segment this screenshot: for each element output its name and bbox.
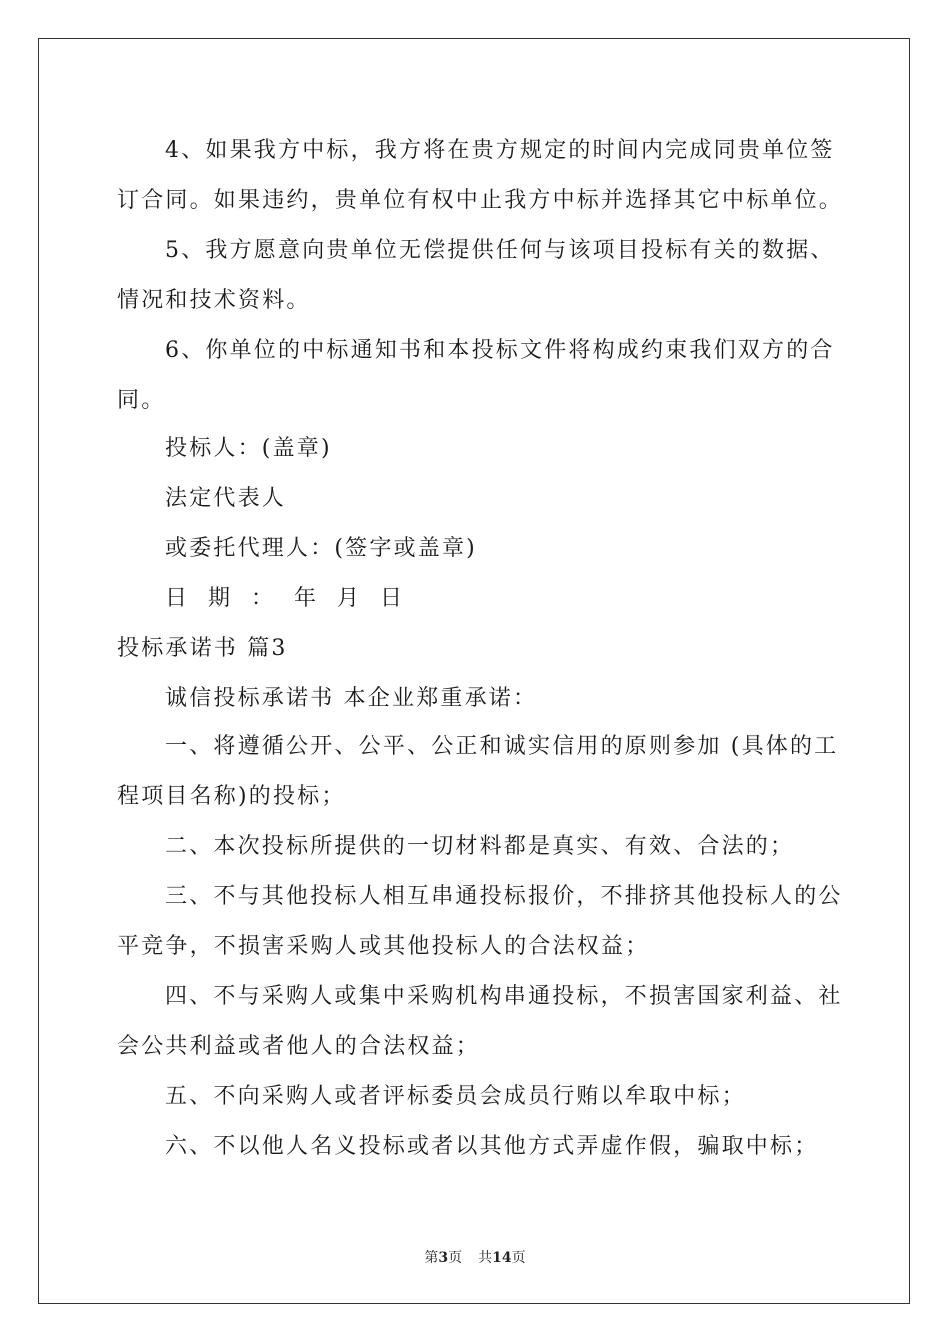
paragraph-6-line-1: 6、你单位的中标通知书和本投标文件将构成约束我们双方的合 xyxy=(165,338,835,363)
paragraph-4-line-2: 订合同。如果违约，贵单位有权中止我方中标并选择其它中标单位。 xyxy=(117,188,844,213)
footer-page-prefix: 第 xyxy=(424,1250,439,1266)
date-line: 日 期 ： 年 月 日 xyxy=(165,586,409,611)
bidder-seal-line: 投标人：(盖章) xyxy=(165,436,332,461)
page-footer xyxy=(0,1249,950,1267)
paragraph-5-line-1: 5、我方愿意向贵单位无偿提供任何与该项目投标有关的数据、 xyxy=(165,238,835,263)
footer-total-pages: 14 xyxy=(492,1250,512,1266)
commitment-1-line-1: 一、将遵循公开、公平、公正和诚实信用的原则参加 (具体的工 xyxy=(165,734,839,759)
commitment-6: 六、不以他人名义投标或者以其他方式弄虚作假，骗取中标； xyxy=(165,1134,819,1159)
paragraph-5-line-2: 情况和技术资料。 xyxy=(117,288,311,313)
page-frame xyxy=(38,38,910,1304)
commitment-4-line-2: 会公共利益或者他人的合法权益； xyxy=(117,1034,481,1059)
footer-page-number: 3 xyxy=(438,1250,449,1266)
paragraph-6-line-2: 同。 xyxy=(117,388,166,413)
section-title: 投标承诺书 篇3 xyxy=(117,636,288,661)
footer-total-suffix: 页 xyxy=(511,1250,526,1266)
paragraph-4-line-1: 4、如果我方中标，我方将在贵方规定的时间内完成同贵单位签 xyxy=(165,138,835,163)
footer-total-prefix: 共 xyxy=(478,1250,493,1266)
commitment-4-line-1: 四、不与采购人或集中采购机构串通投标，不损害国家利益、社 xyxy=(165,984,843,1009)
commitment-5: 五、不向采购人或者评标委员会成员行贿以牟取中标； xyxy=(165,1084,746,1109)
commitment-3-line-1: 三、不与其他投标人相互串通投标报价，不排挤其他投标人的公 xyxy=(165,884,843,909)
commitment-3-line-2: 平竞争，不损害采购人或其他投标人的合法权益； xyxy=(117,934,650,959)
commitment-2: 二、本次投标所提供的一切材料都是真实、有效、合法的； xyxy=(165,834,795,859)
legal-representative-line: 法定代表人 xyxy=(165,486,287,511)
footer-page-suffix: 页 xyxy=(448,1250,463,1266)
authorized-agent-line: 或委托代理人：(签字或盖章) xyxy=(165,536,477,561)
commitment-1-line-2: 程项目名称)的投标； xyxy=(117,784,346,809)
commitment-intro: 诚信投标承诺书 本企业郑重承诺： xyxy=(165,686,538,711)
